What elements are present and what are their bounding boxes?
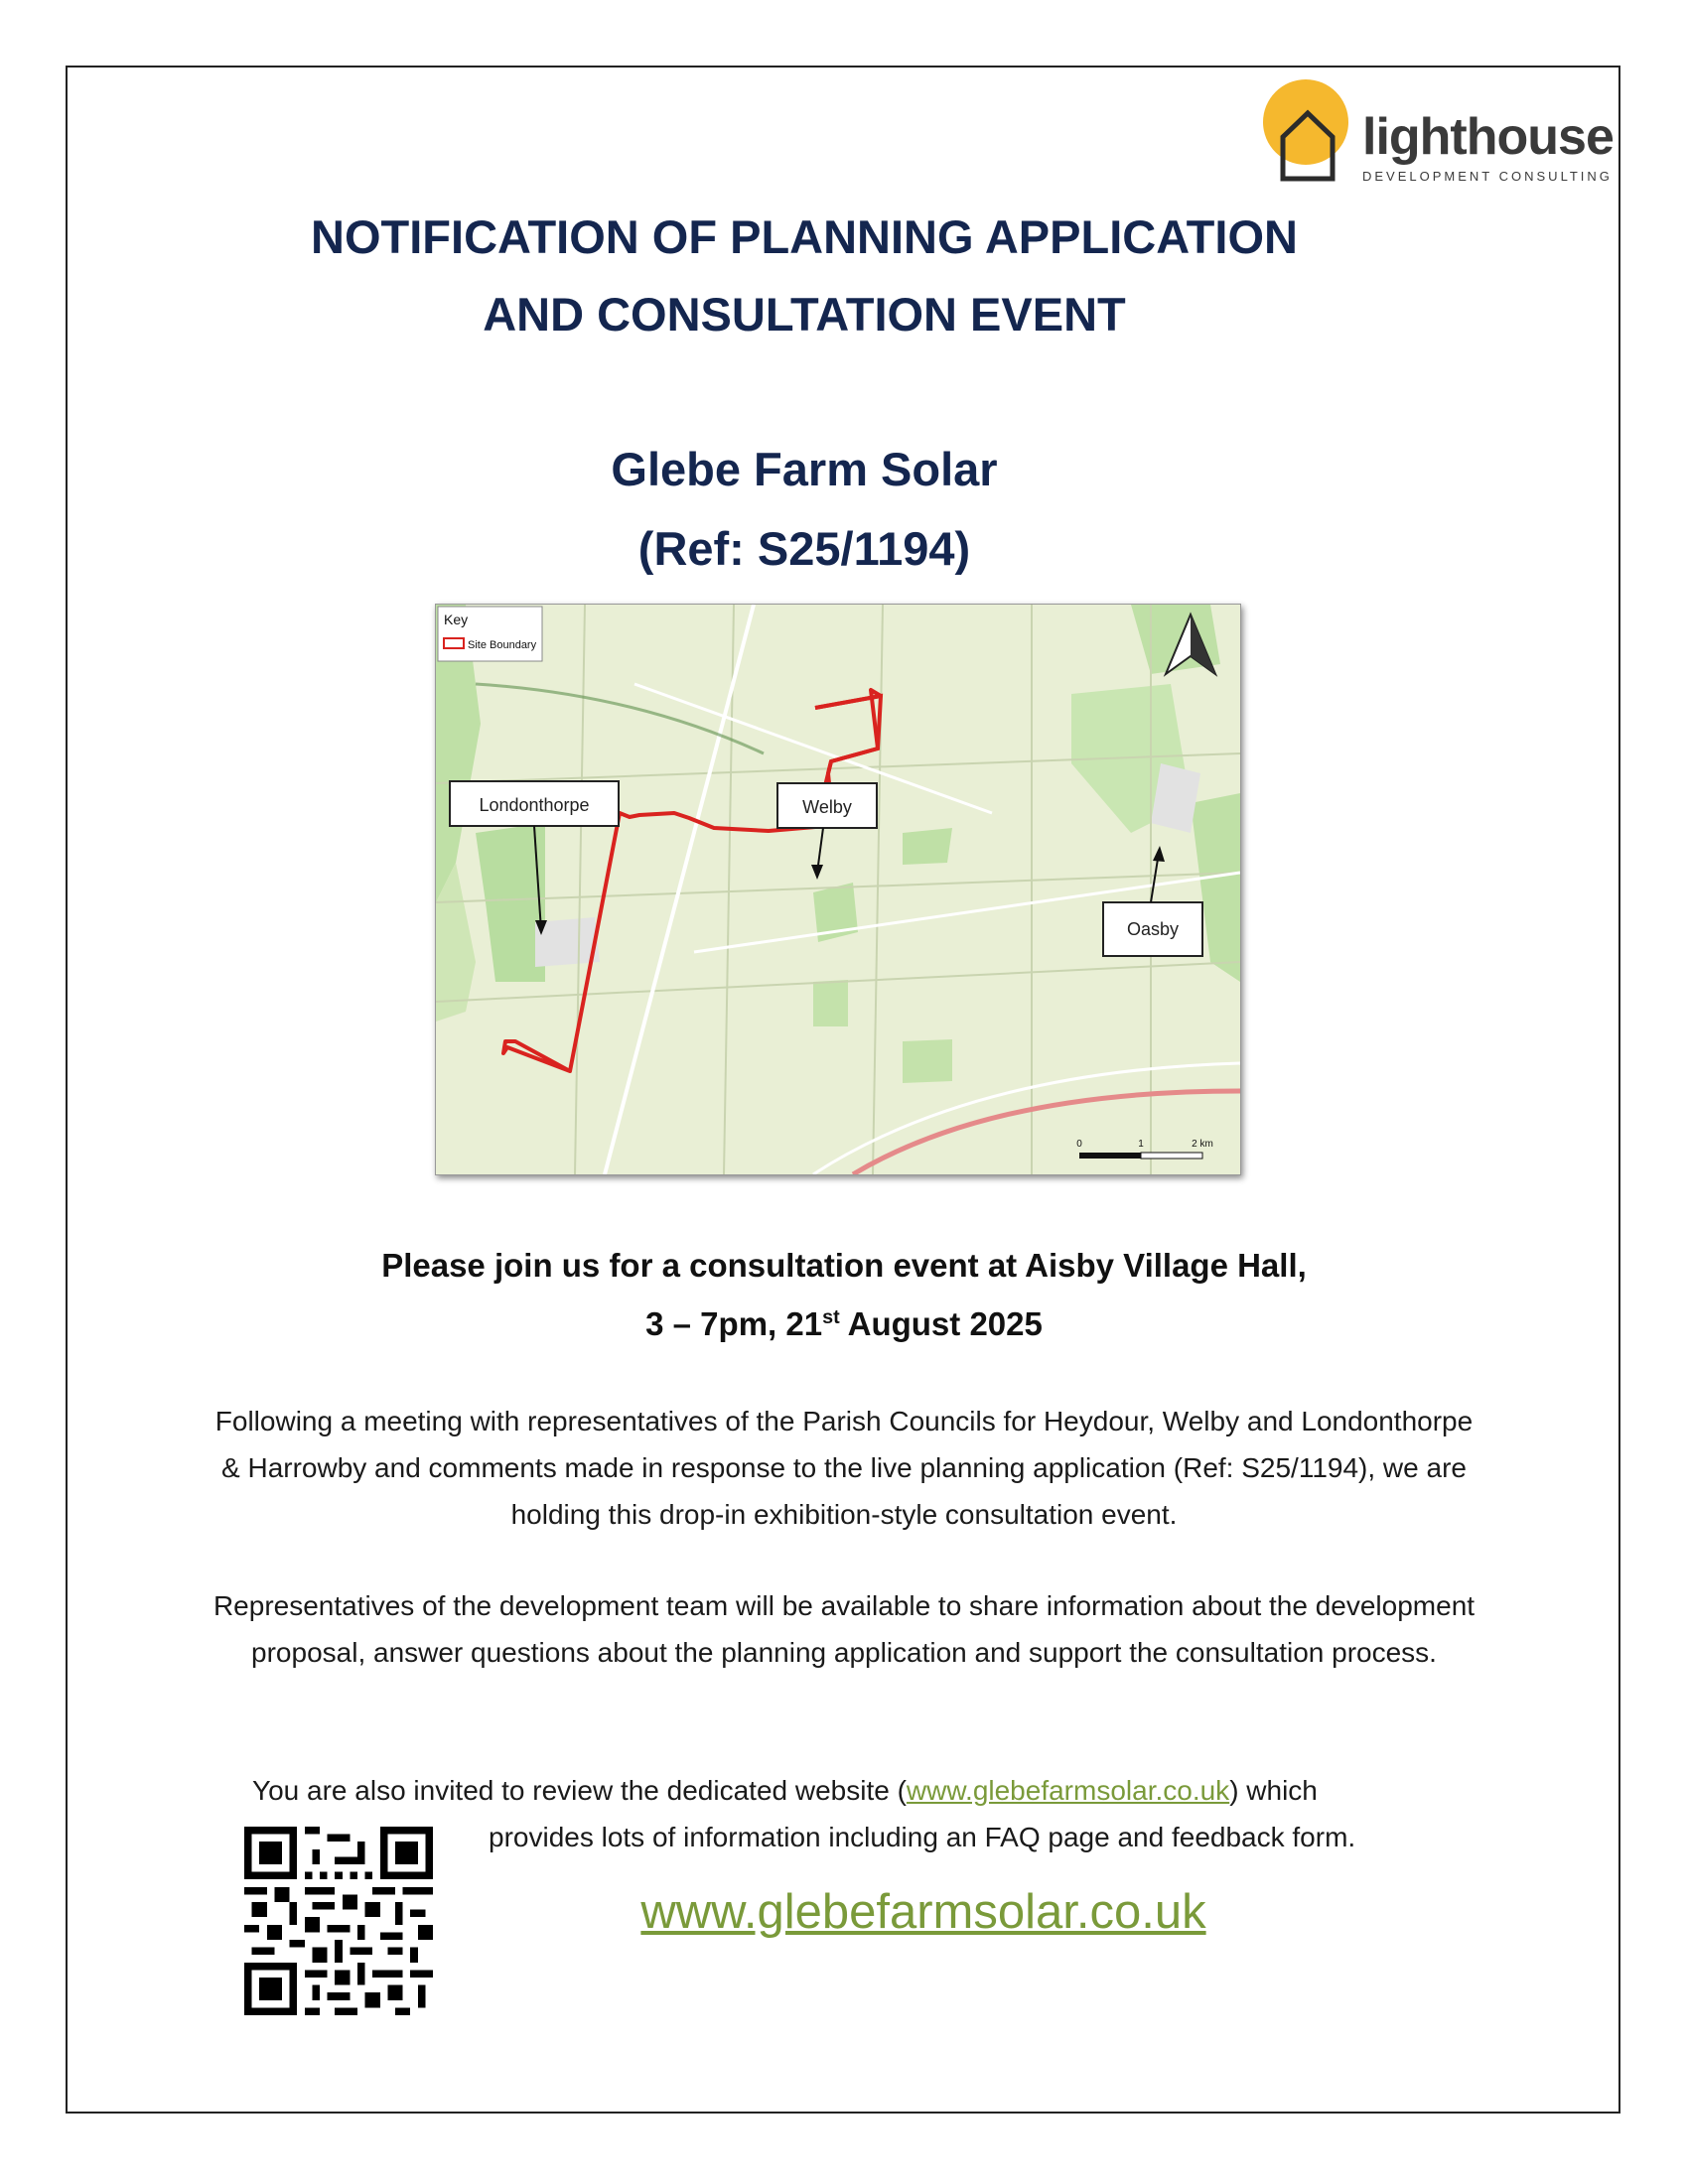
event-ordinal: st bbox=[822, 1306, 840, 1328]
event-date bbox=[199, 1292, 1489, 1350]
scale-label: 0 bbox=[1076, 1139, 1082, 1150]
map-woodland bbox=[903, 1039, 952, 1083]
logo-sun-icon bbox=[1263, 79, 1348, 165]
event-time: 3 – 7pm, 21 bbox=[645, 1305, 823, 1342]
title-line-2: AND CONSULTATION EVENT bbox=[483, 288, 1126, 341]
scale-label: 2 km bbox=[1192, 1139, 1213, 1150]
website-text-after: ) which bbox=[1229, 1775, 1318, 1806]
logo-tagline: DEVELOPMENT CONSULTING bbox=[1362, 169, 1613, 184]
title-line-1: NOTIFICATION OF PLANNING APPLICATION bbox=[311, 210, 1298, 263]
scale-bar-black bbox=[1079, 1153, 1141, 1159]
map-woodland bbox=[903, 828, 952, 865]
website-link[interactable]: www.glebefarmsolar.co.uk bbox=[640, 1885, 1206, 1939]
notification-title bbox=[199, 199, 1410, 353]
scale-label: 1 bbox=[1138, 1139, 1144, 1150]
website-inline-link[interactable]: www.glebefarmsolar.co.uk bbox=[906, 1775, 1230, 1806]
site-location-map bbox=[435, 604, 1241, 1175]
map-key-title: Key bbox=[444, 612, 469, 627]
label-oasby: Oasby bbox=[1126, 919, 1180, 939]
map-woodland bbox=[813, 980, 848, 1026]
event-month-year: August 2025 bbox=[839, 1305, 1043, 1342]
paragraph-website bbox=[252, 1767, 1493, 1814]
paragraph-meeting: Following a meeting with representatives of the Parish Councils for Heydour, Welby and Londonthorpe & Harrowby and comments made in response to the live planning application (Ref: S25/1194), we are holding this drop-in exhibition-style consultation event. bbox=[214, 1406, 1474, 1530]
paragraph-team: Representatives of the development team will be available to share information about the development proposal, answer questions about the planning application and support the consultation process. bbox=[212, 1590, 1476, 1668]
qr-code[interactable] bbox=[244, 1827, 433, 2015]
map-key-item: Site Boundary bbox=[468, 639, 537, 651]
label-welby: Welby bbox=[802, 797, 852, 817]
paragraph-website-line2: provides lots of information including an FAQ page and feedback form. bbox=[489, 1822, 1356, 1852]
project-reference: (Ref: S25/1194) bbox=[637, 522, 971, 575]
logo-wordmark: lighthouse bbox=[1362, 108, 1614, 166]
project-heading bbox=[199, 430, 1410, 589]
label-londonthorpe: Londonthorpe bbox=[479, 795, 590, 815]
website-text-before: You are also invited to review the dedicated website ( bbox=[252, 1775, 907, 1806]
project-name: Glebe Farm Solar bbox=[611, 443, 998, 495]
scale-bar-white bbox=[1141, 1153, 1202, 1159]
event-invitation bbox=[199, 1239, 1489, 1350]
event-venue: Please join us for a consultation event at Aisby Village Hall, bbox=[381, 1247, 1307, 1284]
